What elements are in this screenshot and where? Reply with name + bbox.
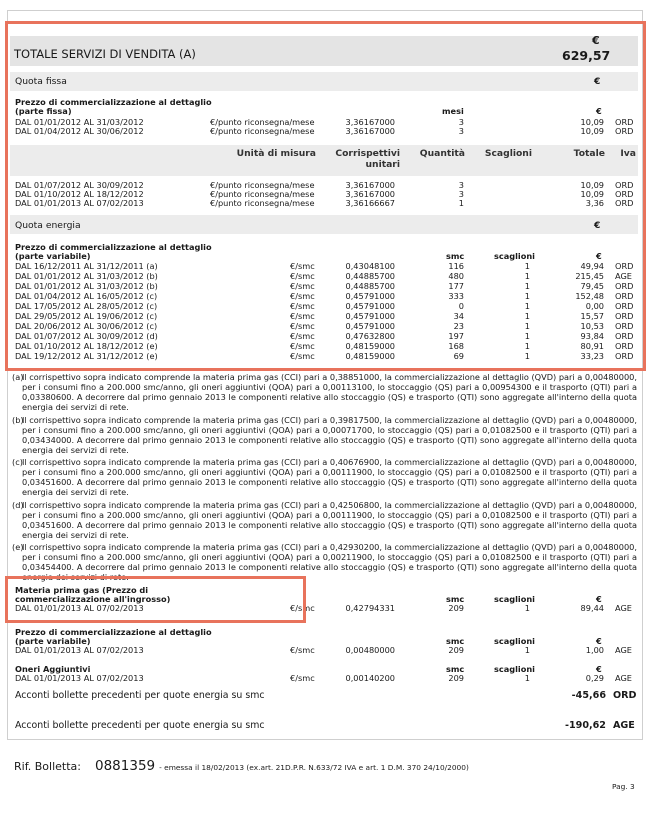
table-row: DAL 01/10/2012 AL 18/12/2012 €/punto riconsegna/mese 3,36167000 3 10,09 ORD bbox=[15, 189, 634, 199]
col-mesi: mesi bbox=[442, 106, 464, 116]
table-row: DAL 01/01/2013 AL 07/02/2013 €/smc 0,00140200 209 1 0,29 AGE bbox=[15, 673, 632, 683]
col-unit-header: Unità di misura bbox=[236, 148, 316, 159]
footnote-text: Il corrispettivo sopra indicato comprende la materia prima gas (CCI) pari a 0,42930200, la commercializzazione al dettaglio (QVD) pari a 0,00480000, per i consumi fino a 200.000 smc/anno, gli oneri aggiuntivi (QOA) pari a 0,00211900, lo stoccaggio (QS) pari a 0,01082500 e il trasporto (QTI) pari a 0,03454400. A decorrere dal primo gennaio 2013 le componenti relative allo stoccaggio (QS) e trasporto (QTI) sono aggregate all'interno della quota energia dei servizi di rete. bbox=[22, 542, 637, 582]
acconti-value-age: -190,62 bbox=[564, 720, 606, 731]
materia-prima-subtitle: commercializzazione all'ingrosso) smc scaglioni € bbox=[15, 594, 602, 604]
acconti-label-ord: Acconti bollette precedenti per quote energia su smc bbox=[15, 690, 265, 701]
table-row: DAL 01/01/2012 AL 31/03/2012 €/punto riconsegna/mese 3,36167000 3 10,09 ORD bbox=[15, 117, 634, 127]
highlight-box-materia-prima bbox=[5, 576, 306, 623]
col-smc: smc bbox=[446, 251, 465, 261]
prezzo-variabile-title: Prezzo di commercializzazione al dettaglio bbox=[15, 627, 212, 637]
bill-issue-detail: - emessa il 18/02/2013 (ex.art. 21D.P.R. N.633/72 IVA e art. 1 D.M. 370 24/10/2000) bbox=[159, 763, 469, 772]
table-row: DAL 01/01/2013 AL 07/02/2013 €/smc 0,42794331 209 1 89,44 AGE bbox=[15, 603, 632, 613]
total-currency: € bbox=[592, 34, 600, 47]
energia-block-title: Prezzo di commercializzazione al dettaglio bbox=[15, 242, 212, 252]
col-scaglioni: scaglioni bbox=[494, 251, 535, 261]
bill-reference bbox=[14, 758, 469, 774]
col-qty-header: Quantità bbox=[419, 148, 465, 159]
table-row: DAL 01/01/2012 AL 31/03/2012 (b) €/smc 0,44885700 480 1 215,45 AGE bbox=[15, 271, 632, 281]
fissa-block-title: Prezzo di commercializzazione al dettaglio bbox=[15, 97, 212, 107]
footnote bbox=[12, 415, 637, 455]
acconti-label-age: Acconti bollette precedenti per quote energia su smc bbox=[15, 720, 265, 731]
energia-block-subtitle: (parte variabile) smc scaglioni € bbox=[15, 251, 602, 261]
col-euro: € bbox=[596, 251, 602, 261]
footnote-text: Il corrispettivo sopra indicato comprende la materia prima gas (CCI) pari a 0,38851000, la commercializzazione al dettaglio (QVD) pari a 0,00480000, per i consumi fino a 200.000 smc/anno, gli oneri aggiuntivi (QOA) pari a 0,00113100, lo stoccaggio (QS) pari a 0,00954300 e il trasporto (QTI) pari a 0,03380600. A decorrere dal primo gennaio 2013 le componenti relative allo stoccaggio (QS) e trasporto (QTI) sono aggregate all'interno della quota energia dei servizi di rete. bbox=[22, 372, 637, 412]
bill-ref-label: Rif. Bolletta: bbox=[14, 760, 81, 773]
table-row: DAL 16/12/2011 AL 31/12/2011 (a) €/smc 0,43048100 116 1 49,94 ORD bbox=[15, 261, 634, 271]
footnote bbox=[12, 372, 637, 412]
acconti-value-ord: -45,66 bbox=[571, 690, 606, 701]
table-row: DAL 01/01/2012 AL 31/03/2012 (b) €/smc 0,44885700 177 1 79,45 ORD bbox=[15, 281, 634, 291]
table-row: DAL 19/12/2012 AL 31/12/2012 (e) €/smc 0,48159000 69 1 33,23 ORD bbox=[15, 351, 634, 361]
footnote-label: (b) bbox=[12, 414, 24, 425]
footnote bbox=[12, 500, 637, 540]
acconti-code-ord: ORD bbox=[613, 690, 637, 701]
col-price-header: Corrispettivi bbox=[335, 148, 400, 159]
footnote bbox=[12, 457, 637, 497]
col-euro: € bbox=[596, 106, 602, 116]
fissa-block-subtitle: (parte fissa) mesi € bbox=[15, 106, 602, 116]
table-row: DAL 01/04/2012 AL 30/06/2012 €/punto riconsegna/mese 3,36167000 3 10,09 ORD bbox=[15, 126, 634, 136]
quota-fissa-label: Quota fissa bbox=[15, 76, 67, 87]
col-tiers-header: Scaglioni bbox=[484, 148, 532, 159]
footnote-label: (e) bbox=[12, 542, 24, 552]
table-row: DAL 01/07/2012 AL 30/09/2012 €/punto riconsegna/mese 3,36167000 3 10,09 ORD bbox=[15, 180, 634, 190]
table-row: DAL 01/04/2012 AL 16/05/2012 (c) €/smc 0,45791000 333 1 152,48 ORD bbox=[15, 291, 634, 301]
footnote-label: (d) bbox=[12, 499, 24, 510]
page-number: Pag. 3 bbox=[612, 782, 635, 791]
highlight-box-vendita bbox=[5, 21, 646, 371]
quota-fissa-currency: € bbox=[594, 76, 601, 87]
table-row: DAL 01/01/2013 AL 07/02/2013 €/punto riconsegna/mese 3,36166667 1 3,36 ORD bbox=[15, 198, 634, 208]
table-row: DAL 29/05/2012 AL 19/06/2012 (c) €/smc 0,45791000 34 1 15,57 ORD bbox=[15, 311, 634, 321]
total-value: 629,57 bbox=[562, 48, 611, 63]
quota-energia-currency: € bbox=[594, 220, 601, 231]
table-row: DAL 20/06/2012 AL 30/06/2012 (c) €/smc 0,45791000 23 1 10,53 ORD bbox=[15, 321, 634, 331]
table-row: DAL 01/07/2012 AL 30/09/2012 (d) €/smc 0,47632800 197 1 93,84 ORD bbox=[15, 331, 634, 341]
oneri-title: Oneri Aggiuntivi smc scaglioni € bbox=[15, 664, 602, 674]
bill-number: 0881359 bbox=[95, 758, 156, 774]
col-total-header: Totale bbox=[573, 148, 605, 159]
quota-energia-label: Quota energia bbox=[15, 220, 81, 231]
footnote-text: Il corrispettivo sopra indicato comprende la materia prima gas (CCI) pari a 0,40676900, la commercializzazione al dettaglio (QVD) pari a 0,00480000, per i consumi fino a 200.000 smc/anno, gli oneri aggiuntivi (QOA) pari a 0,00111900, lo stoccaggio (QS) pari a 0,01082500 e il trasporto (QTI) pari a 0,03451600. A decorrere dal primo gennaio 2013 le componenti relative allo stoccaggio (QS) e trasporto (QTI) sono aggregate all'interno della quota energia dei servizi di rete. bbox=[22, 457, 637, 497]
total-title: TOTALE SERVIZI DI VENDITA (A) bbox=[14, 47, 196, 61]
footnote-text: Il corrispettivo sopra indicato comprende la materia prima gas (CCI) pari a 0,39817500, la commercializzazione al dettaglio (QVD) pari a 0,00480000, per i consumi fino a 200.000 smc/anno, gli oneri aggiuntivi (QOA) pari a 0,00071700, lo stoccaggio (QS) pari a 0,01082500 e il trasporto (QTI) pari a 0,03434000. A decorrere dal primo gennaio 2013 le componenti relative allo stoccaggio (QS) e trasporto (QTI) sono aggregate all'interno della quota energia dei servizi di rete. bbox=[22, 414, 637, 455]
footnote-label: (c) bbox=[12, 457, 23, 467]
prezzo-variabile-subtitle: (parte variabile) smc scaglioni € bbox=[15, 636, 602, 646]
col-vat-header: Iva bbox=[620, 148, 636, 159]
col-price-header-2: unitari bbox=[365, 159, 400, 170]
table-row: DAL 01/01/2013 AL 07/02/2013 €/smc 0,00480000 209 1 1,00 AGE bbox=[15, 645, 632, 655]
footnote-text: Il corrispettivo sopra indicato comprende la materia prima gas (CCI) pari a 0,42506800, la commercializzazione al dettaglio (QVD) pari a 0,00480000, per i consumi fino a 200.000 smc/anno, gli oneri aggiuntivi (QOA) pari a 0,00111900, lo stoccaggio (QS) pari a 0,01082500 e il trasporto (QTI) pari a 0,03451600. A decorrere dal primo gennaio 2013 le componenti relative allo stoccaggio (QS) e trasporto (QTI) sono aggregate all'interno della quota energia dei servizi di rete. bbox=[22, 499, 637, 540]
materia-prima-title: Materia prima gas (Prezzo di bbox=[15, 585, 149, 595]
footnote-label: (a) bbox=[12, 372, 24, 382]
acconti-code-age: AGE bbox=[613, 720, 635, 731]
table-row: DAL 17/05/2012 AL 28/05/2012 (c) €/smc 0,45791000 0 1 0,00 ORD bbox=[15, 301, 634, 311]
table-row: DAL 01/10/2012 AL 18/12/2012 (e) €/smc 0,48159000 168 1 80,91 ORD bbox=[15, 341, 634, 351]
